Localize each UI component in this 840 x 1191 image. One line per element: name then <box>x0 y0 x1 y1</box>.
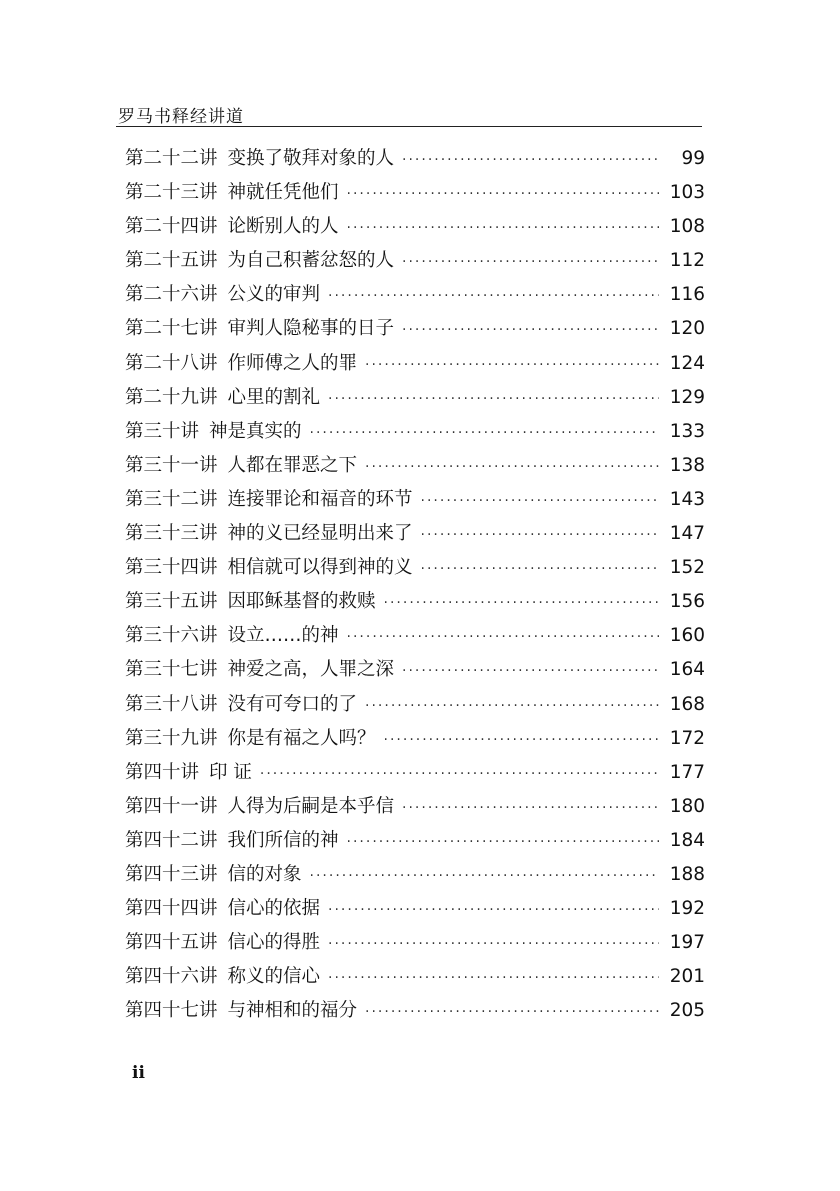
toc-title: 印 证 <box>209 761 252 783</box>
toc-entry <box>125 824 705 858</box>
toc-lecture-number: 第三十三讲 <box>125 523 218 545</box>
toc-entry <box>125 483 705 517</box>
toc-page-number: 99 <box>681 148 705 169</box>
toc-leader-dots <box>347 620 659 654</box>
toc-leader-dots <box>402 791 659 825</box>
toc-leader-dots <box>365 995 659 1029</box>
toc-entry <box>125 858 705 892</box>
toc-page-number: 172 <box>669 727 705 749</box>
toc-page-number: 164 <box>669 659 705 681</box>
toc-lecture-number: 第二十八讲 <box>125 352 218 374</box>
toc-page-number: 180 <box>669 795 705 817</box>
toc-title: 信心的得胜 <box>227 932 321 954</box>
toc-lecture-number: 第二十三讲 <box>125 182 218 204</box>
toc-entry <box>125 551 705 585</box>
toc-lecture-number: 第二十五讲 <box>125 250 218 272</box>
toc-title: 与神相和的福分 <box>227 1000 358 1022</box>
toc-leader-dots <box>421 552 659 586</box>
toc-page-number: 201 <box>669 966 705 988</box>
toc-title: 相信就可以得到神的义 <box>227 557 413 579</box>
toc-leader-dots <box>328 961 659 995</box>
toc-title: 论断别人的人 <box>227 216 339 238</box>
toc-entry <box>125 517 705 551</box>
toc-leader-dots <box>421 484 659 518</box>
toc-entry <box>125 415 705 449</box>
toc-entry <box>125 210 705 244</box>
toc-page-number: 184 <box>669 829 705 851</box>
toc-page-number: 197 <box>669 932 705 954</box>
toc-lecture-number: 第三十一讲 <box>125 454 218 476</box>
toc-leader-dots <box>347 825 659 859</box>
toc-leader-dots <box>365 450 659 484</box>
toc-title: 神的义已经显明出来了 <box>227 523 413 545</box>
toc-entry <box>125 449 705 483</box>
toc-entry <box>125 688 705 722</box>
toc-leader-dots <box>347 177 659 211</box>
toc-entry <box>125 926 705 960</box>
toc-title: 人都在罪恶之下 <box>227 454 358 476</box>
toc-entry <box>125 994 705 1028</box>
toc-page-number: 205 <box>669 1000 705 1022</box>
toc-entry <box>125 347 705 381</box>
toc-lecture-number: 第二十七讲 <box>125 318 218 340</box>
running-header: 罗马书释经讲道 <box>118 107 244 127</box>
toc-entry <box>125 756 705 790</box>
toc-lecture-number: 第三十八讲 <box>125 693 218 715</box>
toc-page-number: 124 <box>669 352 705 374</box>
toc-page-number: 129 <box>669 386 705 408</box>
toc-lecture-number: 第四十一讲 <box>125 795 218 817</box>
toc-title: 公义的审判 <box>227 284 321 306</box>
toc-entry <box>125 244 705 278</box>
toc-title: 因耶稣基督的救赎 <box>227 591 376 613</box>
toc-title: 连接罪论和福音的环节 <box>227 488 413 510</box>
toc-page-number: 156 <box>669 591 705 613</box>
toc-lecture-number: 第三十五讲 <box>125 591 218 613</box>
toc-leader-dots <box>384 723 659 757</box>
toc-leader-dots <box>384 586 659 620</box>
toc-lecture-number: 第四十讲 <box>125 761 200 783</box>
toc-leader-dots <box>402 313 659 347</box>
toc-title: 人得为后嗣是本乎信 <box>227 795 395 817</box>
toc-title: 你是有福之人吗？ <box>227 727 376 749</box>
toc-page-number: 152 <box>669 557 705 579</box>
toc-leader-dots <box>260 757 659 791</box>
toc-page-number: 168 <box>669 693 705 715</box>
toc-page-number: 160 <box>669 625 705 647</box>
toc-lecture-number: 第二十六讲 <box>125 284 218 306</box>
toc-entry <box>125 278 705 312</box>
toc-page-number: 133 <box>669 420 705 442</box>
toc-leader-dots <box>365 348 659 382</box>
toc-title: 心里的割礼 <box>227 386 321 408</box>
toc-title: 没有可夸口的了 <box>227 693 358 715</box>
toc-title: 信心的依据 <box>227 898 321 920</box>
toc-entry <box>125 722 705 756</box>
toc-title: 称义的信心 <box>227 966 321 988</box>
toc-leader-dots <box>328 279 659 313</box>
toc-page-number: 177 <box>669 761 705 783</box>
toc-title: 设立……的神 <box>227 625 339 647</box>
toc-title: 作师傅之人的罪 <box>227 352 358 374</box>
toc-title: 变换了敬拜对象的人 <box>227 148 395 169</box>
toc-leader-dots <box>328 927 659 961</box>
toc-entry <box>125 176 705 210</box>
toc-title: 信的对象 <box>227 863 302 885</box>
toc-page-number: 103 <box>669 182 705 204</box>
toc-lecture-number: 第四十六讲 <box>125 966 218 988</box>
toc-entry <box>125 619 705 653</box>
toc-title: 神是真实的 <box>209 420 302 442</box>
page-folio: ii <box>132 1063 145 1083</box>
toc-lecture-number: 第四十四讲 <box>125 898 218 920</box>
toc-entry <box>125 892 705 926</box>
toc-lecture-number: 第三十七讲 <box>125 659 218 681</box>
toc-leader-dots <box>365 689 659 723</box>
toc-entry <box>125 653 705 687</box>
toc-lecture-number: 第二十二讲 <box>125 148 218 169</box>
toc-page-number: 192 <box>669 898 705 920</box>
toc-lecture-number: 第三十二讲 <box>125 488 218 510</box>
toc-entry <box>125 960 705 994</box>
toc-lecture-number: 第二十九讲 <box>125 386 218 408</box>
header-rule <box>116 126 702 127</box>
toc-page-number: 108 <box>669 216 705 238</box>
toc-entry <box>125 790 705 824</box>
toc-page-number: 147 <box>669 523 705 545</box>
toc-page-number: 143 <box>669 488 705 510</box>
toc-title: 神就任凭他们 <box>227 182 339 204</box>
toc-leader-dots <box>328 893 659 927</box>
toc-page-number: 112 <box>669 250 705 272</box>
toc-lecture-number: 第二十四讲 <box>125 216 218 238</box>
toc-lecture-number: 第三十讲 <box>125 420 200 442</box>
toc-lecture-number: 第四十五讲 <box>125 932 218 954</box>
toc-lecture-number: 第四十七讲 <box>125 1000 218 1022</box>
toc-leader-dots <box>310 859 659 893</box>
toc-lecture-number: 第三十四讲 <box>125 557 218 579</box>
toc-lecture-number: 第四十三讲 <box>125 863 218 885</box>
toc-title: 神爱之高，人罪之深 <box>227 659 395 681</box>
toc-lecture-number: 第三十六讲 <box>125 625 218 647</box>
toc-leader-dots <box>347 211 659 245</box>
toc-title: 我们所信的神 <box>227 829 339 851</box>
toc-entry <box>125 312 705 346</box>
toc-leader-dots <box>402 143 659 177</box>
table-of-contents <box>125 142 705 1028</box>
toc-lecture-number: 第四十二讲 <box>125 829 218 851</box>
toc-entry <box>125 381 705 415</box>
toc-page-number: 116 <box>669 284 705 306</box>
toc-leader-dots <box>402 654 659 688</box>
toc-page-number: 188 <box>669 863 705 885</box>
toc-entry <box>125 585 705 619</box>
toc-leader-dots <box>328 382 659 416</box>
toc-leader-dots <box>310 416 659 450</box>
toc-lecture-number: 第三十九讲 <box>125 727 218 749</box>
toc-leader-dots <box>421 518 659 552</box>
toc-title: 为自己积蓄忿怒的人 <box>227 250 395 272</box>
toc-title: 审判人隐秘事的日子 <box>227 318 395 340</box>
toc-page-number: 138 <box>669 454 705 476</box>
toc-page-number: 120 <box>669 318 705 340</box>
toc-entry <box>125 142 705 176</box>
toc-leader-dots <box>402 245 659 279</box>
